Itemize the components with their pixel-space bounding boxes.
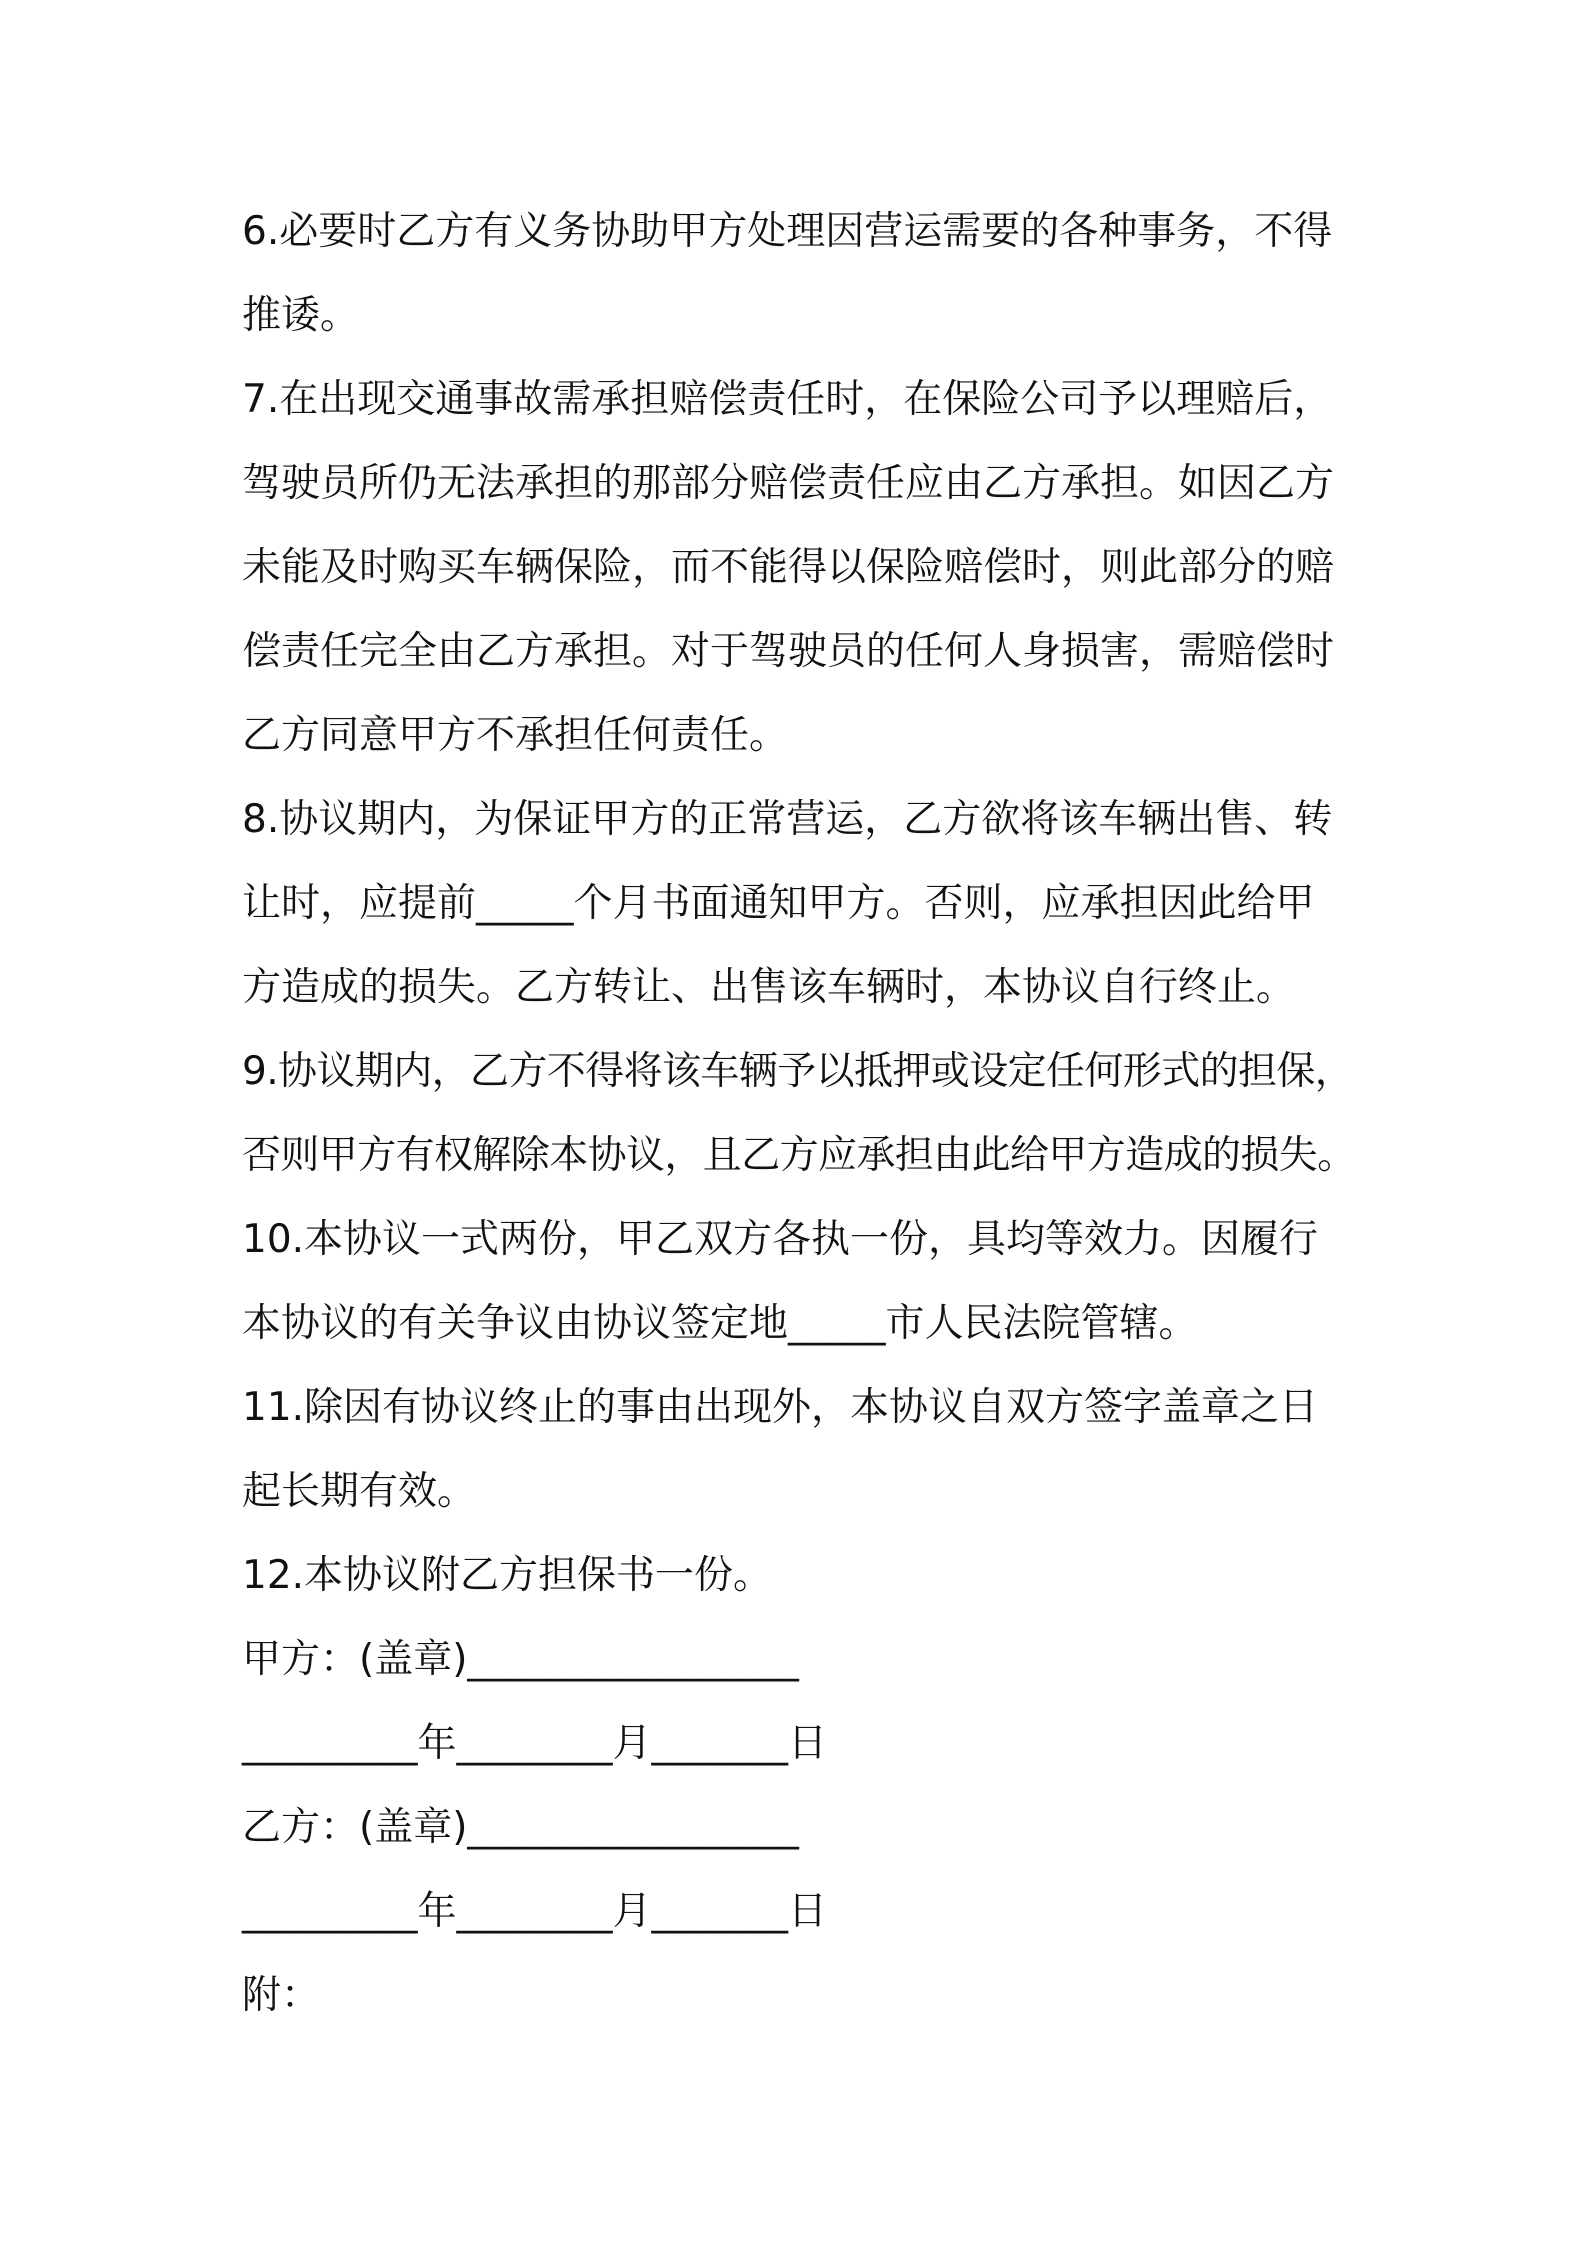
clause-10 — [242, 1198, 1362, 1366]
clause-line: 乙方同意甲方不承担任何责任。 — [242, 713, 789, 758]
clause-line: 12.本协议附乙方担保书一份。 — [242, 1553, 773, 1598]
clause-line: 让时，应提前_____个月书面通知甲方。否则，应承担因此给甲 — [242, 881, 1315, 926]
party-a-date-line: _________年________月_______日 — [242, 1721, 828, 1766]
clause-line: 8.协议期内，为保证甲方的正常营运，乙方欲将该车辆出售、转 — [242, 797, 1333, 842]
clause-12 — [242, 1534, 1362, 1618]
clause-line: 起长期有效。 — [242, 1469, 477, 1514]
clause-line: 本协议的有关争议由协议签定地_____市人民法院管辖。 — [242, 1301, 1198, 1346]
clause-7 — [242, 358, 1362, 778]
party-b-signature — [242, 1786, 1362, 1954]
clause-8 — [242, 778, 1362, 1030]
clause-line: 9.协议期内，乙方不得将该车辆予以抵押或设定任何形式的担保， — [242, 1049, 1354, 1094]
clause-line: 7.在出现交通事故需承担赔偿责任时，在保险公司予以理赔后， — [242, 377, 1333, 422]
clause-line: 未能及时购买车辆保险，而不能得以保险赔偿时，则此部分的赔 — [242, 545, 1335, 590]
party-a-signature — [242, 1618, 1362, 1786]
clause-line: 偿责任完全由乙方承担。对于驾驶员的任何人身损害，需赔偿时 — [242, 629, 1335, 674]
clause-line: 推诿。 — [242, 293, 360, 338]
party-b-date-line: _________年________月_______日 — [242, 1889, 828, 1934]
clause-line: 方造成的损失。乙方转让、出售该车辆时，本协议自行终止。 — [242, 965, 1296, 1010]
clause-line: 11.除因有协议终止的事由出现外，本协议自双方签字盖章之日 — [242, 1385, 1319, 1430]
attachment-label: 附： — [242, 1973, 321, 2018]
clause-9 — [242, 1030, 1362, 1198]
document-body — [242, 190, 1362, 2038]
clause-11 — [242, 1366, 1362, 1534]
party-a-seal-line: 甲方：(盖章)_________________ — [242, 1637, 799, 1682]
clause-line: 6.必要时乙方有义务协助甲方处理因营运需要的各种事务，不得 — [242, 209, 1333, 254]
clause-6 — [242, 190, 1362, 358]
party-b-seal-line: 乙方：(盖章)_________________ — [242, 1805, 799, 1850]
clause-line: 10.本协议一式两份，甲乙双方各执一份，具均等效力。因履行 — [242, 1217, 1319, 1262]
clause-line: 否则甲方有权解除本协议，且乙方应承担由此给甲方造成的损失。 — [242, 1133, 1356, 1178]
clause-line: 驾驶员所仍无法承担的那部分赔偿责任应由乙方承担。如因乙方 — [242, 461, 1335, 506]
